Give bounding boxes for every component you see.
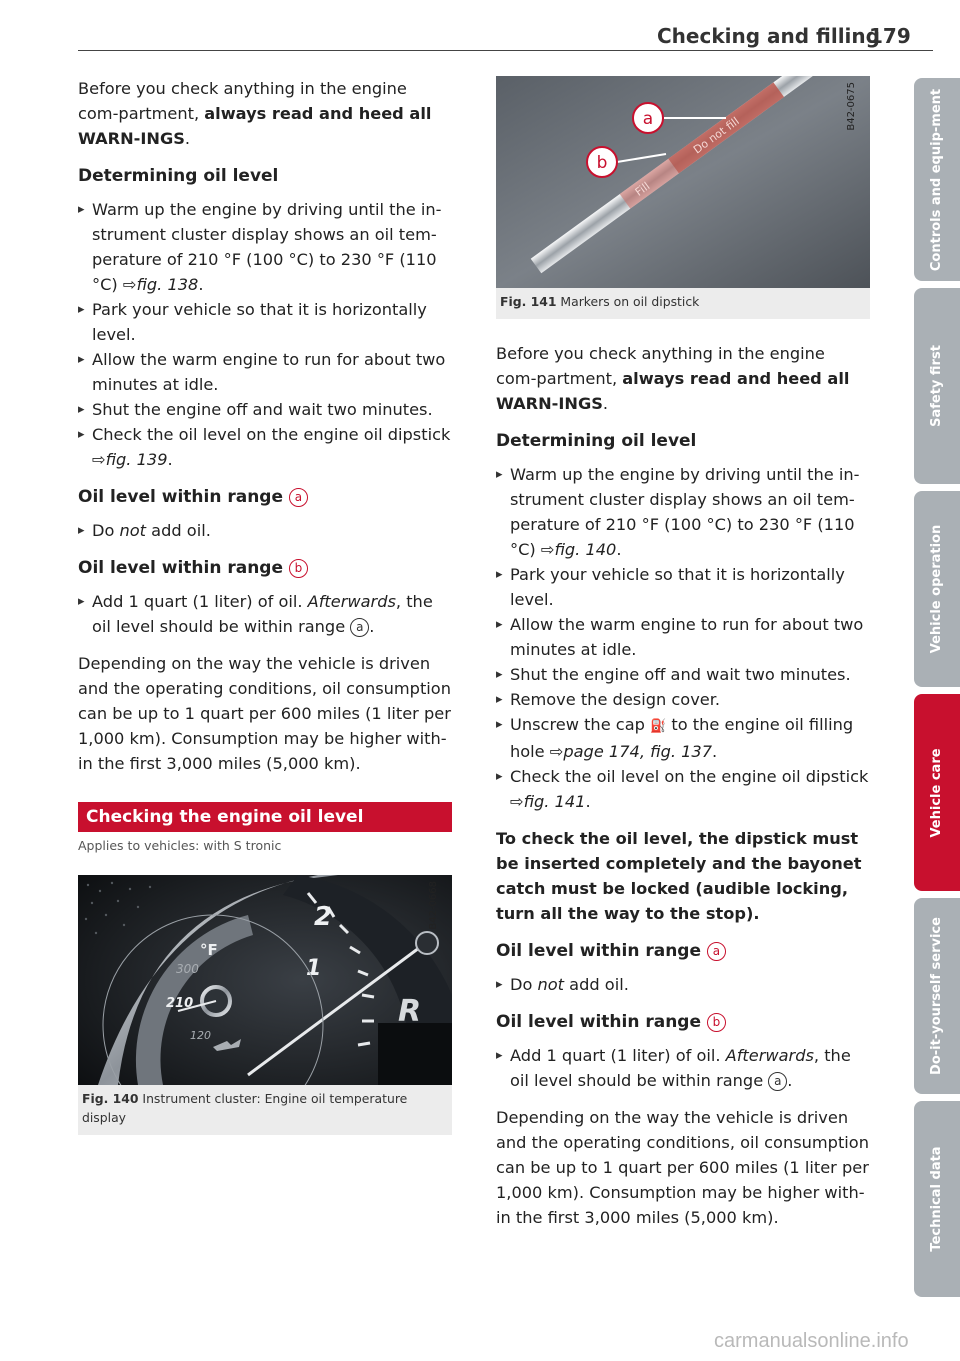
steps-list xyxy=(78,589,452,639)
image-code: B42-0668 xyxy=(428,881,439,930)
list-item: ▸ Add 1 quart (1 liter) of oil. Afterwards, the oil level should be within range a . xyxy=(78,589,452,639)
image-code: B42-0675 xyxy=(846,82,857,131)
marker-a-badge: a xyxy=(768,1072,787,1091)
rpm-1-label: 1 xyxy=(306,956,322,981)
list-item: ▸ Do not add oil. xyxy=(78,518,452,543)
list-item: ▸ Shut the engine off and wait two minutes. xyxy=(78,397,452,422)
list-item: ▸ Park your vehicle so that it is horizontally level. xyxy=(78,297,452,347)
heading-determining: Determining oil level xyxy=(78,166,279,186)
heading-range-b: Oil level within range b xyxy=(496,1010,870,1034)
sidebar-tab-vehicle-operation[interactable] xyxy=(914,491,960,687)
bold-note: To check the oil level, the dipstick must be inserted completely and the bayonet catch must be locked (audible locking, turn all the way to the stop). xyxy=(496,829,862,923)
marker-a-badge: a xyxy=(289,488,308,507)
heading-range-b: Oil level within range b xyxy=(78,556,452,580)
steps-list xyxy=(496,1043,870,1093)
list-item: ▸ Do not add oil. xyxy=(496,972,870,997)
list-item: ▸ Check the oil level on the engine oil dipstick ⇨fig. 139. xyxy=(78,422,452,472)
sidebar-tab-label: Safety first xyxy=(929,345,944,427)
stick-fill-text: Fill xyxy=(632,179,653,199)
applies-to-note: Applies to vehicles: with S tronic xyxy=(78,838,282,853)
section-title: Checking and filling xyxy=(657,24,880,48)
oil-can-icon: ⛽ xyxy=(650,719,667,734)
sidebar-tab-technical-data[interactable] xyxy=(914,1101,960,1297)
page-link[interactable]: page 174, fig. 137 xyxy=(563,742,713,761)
sidebar-tab-label: Controls and equip-ment xyxy=(929,88,944,271)
list-item: ▸ Remove the design cover. xyxy=(496,687,870,712)
steps-list xyxy=(78,197,452,472)
list-item: ▸ Allow the warm engine to run for about two minutes at idle. xyxy=(496,612,870,662)
list-item: ▸ Park your vehicle so that it is horizontally level. xyxy=(496,562,870,612)
figure-link[interactable]: fig. 138 xyxy=(136,275,199,294)
footer-watermark: carmanualsonline.info xyxy=(714,1330,909,1352)
list-item: ▸ Shut the engine off and wait two minutes. xyxy=(496,662,870,687)
figure-140 xyxy=(78,875,452,1135)
list-item: ▸ Check the oil level on the engine oil dipstick ⇨fig. 141. xyxy=(496,764,870,814)
consumption-paragraph: Depending on the way the vehicle is driven and the operating conditions, oil consumption can be up to 1 quart per 600 miles (1 liter per 1,000 km). Consumption may be higher with-in the first 3,000 miles (5,000 km). xyxy=(496,1108,869,1227)
sidebar-tab-label: Technical data xyxy=(929,1146,944,1252)
right-column xyxy=(496,76,870,1243)
marker-b-badge: b xyxy=(707,1013,726,1032)
gauge-unit: °F xyxy=(200,941,218,959)
sidebar-tab-label: Vehicle care xyxy=(929,747,944,838)
left-column xyxy=(78,76,452,1145)
figure-caption: Fig. 140 Instrument cluster: Engine oil temperature display xyxy=(82,1091,408,1125)
figure-141 xyxy=(496,76,870,319)
sidebar-tab-safety[interactable] xyxy=(914,288,960,484)
list-item: ▸ Allow the warm engine to run for about two minutes at idle. xyxy=(78,347,452,397)
gear-indicator: R xyxy=(398,994,422,1029)
intro-paragraph: Before you check anything in the engine com-partment, always read and heed all WARN-INGS. xyxy=(78,79,432,148)
list-item: ▸ Warm up the engine by driving until the in-strument cluster display shows an oil tem-perature of 210 °F (100 °C) to 230 °F (110 °C) ⇨fig. 140. xyxy=(496,462,870,562)
figure-link[interactable]: fig. 140 xyxy=(554,540,617,559)
intro-paragraph: Before you check anything in the engine com-partment, always read and heed all WARN-INGS. xyxy=(496,344,850,413)
marker-a-badge: a xyxy=(707,942,726,961)
stick-donot-text: Do not fill xyxy=(691,114,742,157)
instrument-cluster-image xyxy=(78,875,452,1085)
sidebar-tab-vehicle-care[interactable] xyxy=(914,694,960,891)
steps-list xyxy=(496,972,870,997)
gauge-210-label: 210 xyxy=(166,996,194,1011)
heading-range-a: Oil level within range a xyxy=(78,485,452,509)
gauge-300-label: 300 xyxy=(176,962,199,976)
rpm-2-label: 2 xyxy=(314,902,333,932)
list-item: ▸ Warm up the engine by driving until the in-strument cluster display shows an oil tem-perature of 210 °F (100 °C) to 230 °F (110 °C) ⇨fig. 138. xyxy=(78,197,452,297)
marker-b-label: b xyxy=(596,153,608,173)
header-rule xyxy=(78,50,933,51)
figure-caption: Fig. 141 Markers on oil dipstick xyxy=(500,294,700,309)
list-item: ▸ Unscrew the cap ⛽ to the engine oil filling hole ⇨page 174, fig. 137. xyxy=(496,712,870,764)
dipstick-image xyxy=(496,76,870,288)
steps-list xyxy=(496,462,870,814)
sidebar-tab-label: Vehicle operation xyxy=(929,524,944,654)
sidebar-tab-label: Do-it-yourself service xyxy=(929,917,944,1075)
heading-determining: Determining oil level xyxy=(496,431,697,451)
marker-a-label: a xyxy=(642,109,654,129)
page-number: 179 xyxy=(869,24,911,48)
gauge-120-label: 120 xyxy=(190,1029,211,1042)
steps-list xyxy=(78,518,452,543)
consumption-paragraph: Depending on the way the vehicle is driven and the operating conditions, oil consumption can be up to 1 quart per 600 miles (1 liter per 1,000 km). Consumption may be higher with-in the first 3,000 miles (5,000 km). xyxy=(78,654,451,773)
marker-a-badge: a xyxy=(350,618,369,637)
figure-link[interactable]: fig. 139 xyxy=(105,450,168,469)
list-item: ▸ Add 1 quart (1 liter) of oil. Afterwards, the oil level should be within range a . xyxy=(496,1043,870,1093)
section-heading: Checking the engine oil level xyxy=(78,802,452,832)
marker-b-badge: b xyxy=(289,559,308,578)
sidebar-tab-controls[interactable] xyxy=(914,78,960,281)
figure-link[interactable]: fig. 141 xyxy=(523,792,586,811)
sidebar-tab-diy-service[interactable] xyxy=(914,898,960,1094)
heading-range-a: Oil level within range a xyxy=(496,939,870,963)
